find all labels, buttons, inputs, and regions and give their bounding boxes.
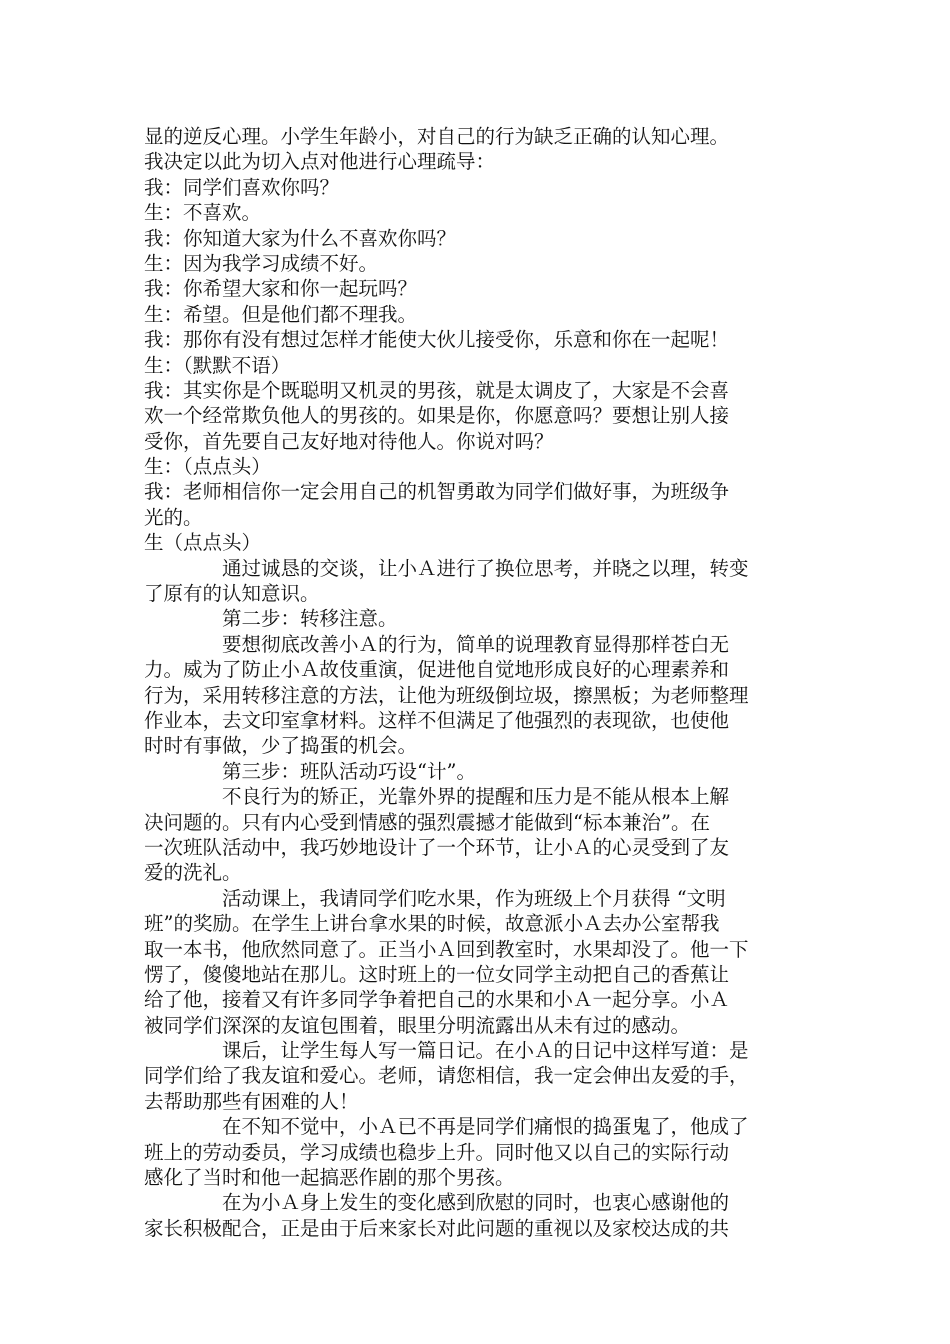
text-line: 通过诚恳的交谈，让小Ａ进行了换位思考，并晓之以理，转变 [222, 556, 749, 580]
text-line: 第三步：班队活动巧设“计”。 [222, 759, 476, 783]
text-line: 生：（默默不语） [144, 353, 291, 377]
text-line: 我：你知道大家为什么不喜欢你吗？ [144, 226, 457, 250]
text-line: 给了他，接着又有许多同学争着把自己的水果和小Ａ一起分享。小Ａ [144, 988, 730, 1012]
text-line: 要想彻底改善小Ａ的行为，简单的说理教育显得那样苍白无 [222, 632, 730, 656]
text-line: 我：你希望大家和你一起玩吗？ [144, 277, 418, 301]
text-line: 班”的奖励。在学生上讲台拿水果的时候，故意派小Ａ去办公室帮我 [144, 912, 720, 936]
document-page [144, 124, 808, 1241]
text-line: 同学们给了我友谊和爱心。老师，请您相信，我一定会伸出友爱的手， [144, 1064, 749, 1088]
text-line: 去帮助那些有困难的人！ [144, 1089, 359, 1113]
text-line: 第二步：转移注意。 [222, 607, 398, 631]
text-line: 我：老师相信你一定会用自己的机智勇敢为同学们做好事，为班级争 [144, 480, 730, 504]
text-line: 课后，让学生每人写一篇日记。在小Ａ的日记中这样写道：是 [222, 1039, 749, 1063]
text-line: 显的逆反心理。小学生年龄小，对自己的行为缺乏正确的认知心理。 [144, 125, 730, 148]
text-line: 在为小Ａ身上发生的变化感到欣慰的同时，也衷心感谢他的 [222, 1191, 730, 1215]
text-line: 一次班队活动中，我巧妙地设计了一个环节，让小Ａ的心灵受到了友 [144, 835, 730, 859]
text-line: 家长积极配合，正是由于后来家长对此问题的重视以及家校达成的共 [144, 1216, 730, 1240]
text-line: 生：（点点头） [144, 455, 271, 479]
text-line: 不良行为的矫正，光靠外界的提醒和压力是不能从根本上解 [222, 785, 730, 809]
text-line: 感化了当时和他一起搞恶作剧的那个男孩。 [144, 1166, 515, 1190]
text-line: 了原有的认知意识。 [144, 582, 320, 606]
text-line: 决问题的。只有内心受到情感的强烈震撼才能做到“标本兼治”。在 [144, 810, 710, 834]
text-line: 生（点点头） [144, 531, 262, 555]
text-line: 受你，首先要自己友好地对待他人。你说对吗？ [144, 429, 554, 453]
text-line: 欢一个经常欺负他人的男孩的。如果是你，你愿意吗？要想让别人接 [144, 404, 730, 428]
text-line: 取一本书，他欣然同意了。正当小Ａ回到教室时，水果却没了。他一下 [144, 937, 749, 961]
text-line: 作业本，去文印室拿材料。这样不但满足了他强烈的表现欲，也使他 [144, 708, 730, 732]
text-line: 生：因为我学习成绩不好。 [144, 251, 379, 275]
text-line: 被同学们深深的友谊包围着，眼里分明流露出从未有过的感动。 [144, 1013, 691, 1037]
text-line: 力。威为了防止小Ａ故伎重演，促进他自觉地形成良好的心理素养和 [144, 658, 730, 682]
text-line: 在不知不觉中，小Ａ已不再是同学们痛恨的捣蛋鬼了，他成了 [222, 1115, 749, 1139]
text-line: 我：那你有没有想过怎样才能使大伙儿接受你，乐意和你在一起呢！ [144, 328, 730, 352]
text-line: 生：不喜欢。 [144, 201, 262, 225]
text-line: 我：同学们喜欢你吗？ [144, 175, 340, 199]
text-line: 愣了，傻傻地站在那儿。这时班上的一位女同学主动把自己的香蕉让 [144, 962, 730, 986]
text-line: 我：其实你是个既聪明又机灵的男孩，就是太调皮了，大家是不会喜 [144, 378, 730, 402]
text-line: 时时有事做，少了捣蛋的机会。 [144, 734, 418, 758]
text-line: 行为，采用转移注意的方法，让他为班级倒垃圾，擦黑板；为老师整理 [144, 683, 749, 707]
text-line: 活动课上，我请同学们吃水果，作为班级上个月获得 “文明 [222, 886, 726, 910]
text-line: 生：希望。但是他们都不理我。 [144, 302, 418, 326]
text-line: 我决定以此为切入点对他进行心理疏导： [144, 150, 496, 174]
text-line: 爱的洗礼。 [144, 861, 242, 885]
text-line: 光的。 [144, 505, 203, 529]
text-line: 班上的劳动委员，学习成绩也稳步上升。同时他又以自己的实际行动 [144, 1140, 730, 1164]
